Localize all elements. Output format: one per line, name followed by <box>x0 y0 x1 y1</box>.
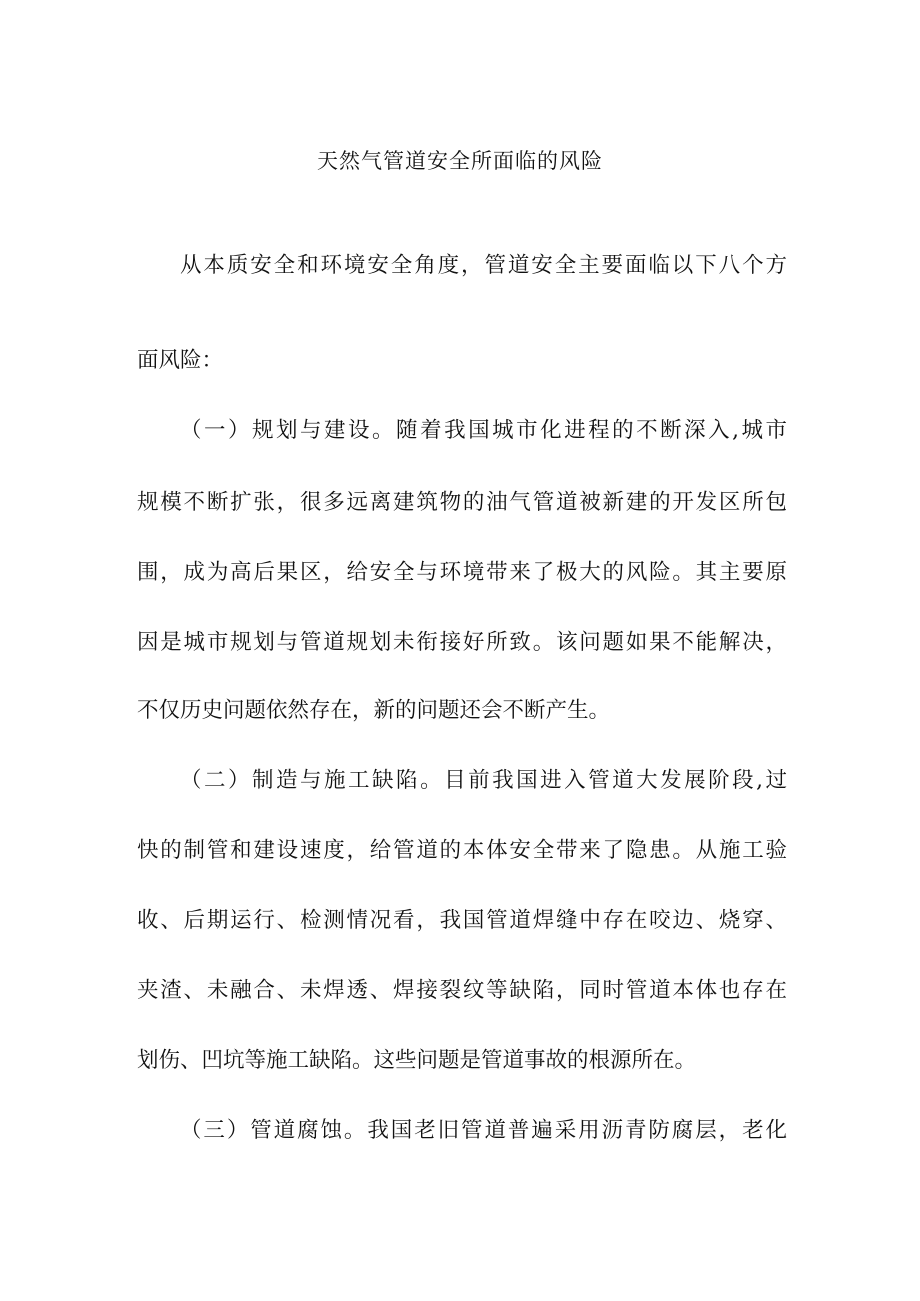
paragraph-1-line-5: 不仅历史问题依然存在，新的问题还会不断产生。 <box>137 698 611 723</box>
paragraph-intro-line-1: 从本质安全和环境安全角度，管道安全主要面临以下八个方 <box>180 253 787 278</box>
document-title: 天然气管道安全所面临的风险 <box>317 149 603 173</box>
paragraph-2-line-2: 快的制管和建设速度，给管道的本体安全带来了隐患。从施工验 <box>137 838 787 863</box>
paragraph-2-line-4: 夹渣、未融合、未焊透、焊接裂纹等缺陷，同时管道本体也存在 <box>137 978 787 1003</box>
paragraph-3-line-1: （三）管道腐蚀。我国老旧管道普遍采用沥青防腐层，老化 <box>180 1118 787 1143</box>
paragraph-1-line-3: 围，成为高后果区，给安全与环境带来了极大的风险。其主要原 <box>137 560 787 585</box>
paragraph-1-line-1: （一）规划与建设。随着我国城市化进程的不断深入,城市 <box>180 418 787 443</box>
paragraph-2-line-3: 收、后期运行、检测情况看，我国管道焊缝中存在咬边、烧穿、 <box>137 908 787 933</box>
paragraph-intro-line-2: 面风险： <box>137 348 224 373</box>
paragraph-2-line-1: （二）制造与施工缺陷。目前我国进入管道大发展阶段,过 <box>180 768 787 793</box>
paragraph-2-line-5: 划伤、凹坑等施工缺陷。这些问题是管道事故的根源所在。 <box>137 1048 697 1073</box>
paragraph-1-line-4: 因是城市规划与管道规划未衔接好所致。该问题如果不能解决， <box>137 630 787 655</box>
paragraph-1-line-2: 规模不断扩张，很多远离建筑物的油气管道被新建的开发区所包 <box>137 490 787 515</box>
